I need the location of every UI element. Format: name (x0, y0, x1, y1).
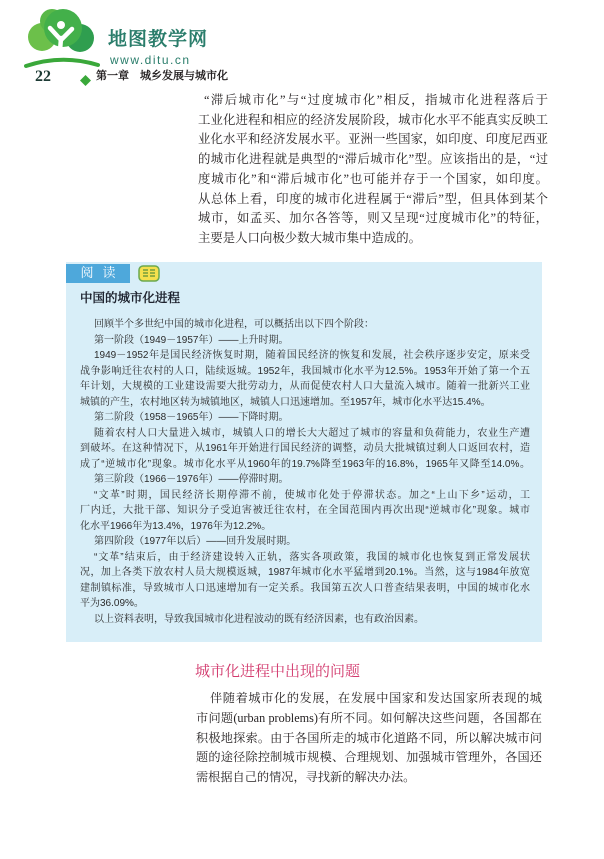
text-line: “文革”结束后，由于经济建设转入正轨，落实各项政策，我国的城市化也恢复到正常发展状 (94, 551, 530, 563)
site-name: 地图教学网 (108, 28, 209, 50)
text-line: 到破坏。在这种情况下，从1961年开始进行国民经济的调整，动员大批城镇过剩人口返回农村，造 (80, 443, 530, 454)
diamond-icon (80, 71, 91, 82)
text-line: 平为36.09%。 (80, 598, 144, 609)
reading-tag: 阅读 (66, 264, 130, 283)
text-line: 第二阶段（1958－1965年）——下降时期。 (94, 412, 289, 423)
reading-paragraph (80, 317, 530, 333)
text-line: 城市，如孟买、加尔各答等，则又呈现“过度城市化”的特征， (198, 211, 548, 226)
text-line: 伴随着城市化的发展，在发展中国家和发达国家所表现的城 (210, 691, 542, 705)
text-line: “文革”时期，国民经济长期停滞不前，使城市化处于停滞状态。加之“上山下乡”运动，工 (94, 489, 530, 501)
reading-paragraph (80, 333, 530, 349)
section-paragraph (196, 689, 542, 788)
reading-paragraph (80, 348, 530, 410)
text-line: 1949－1952年是国民经济恢复时期，随着国民经济的恢复和发展，社会秩序逐步安定，原来受 (94, 350, 530, 361)
text-line: 化水平1966年为13.4%，1976年为12.2%。 (80, 520, 272, 532)
chapter-title: 第一章 城乡发展与城市化 (96, 69, 228, 82)
text-line: 度城市化”和“滞后城市化”也可能并存于一个国家，如印度。 (198, 171, 548, 186)
reading-paragraph (80, 488, 530, 535)
text-line: 况，加上各类下放农村人员大规模返城，1987年城市化水平猛增到20.1%。当然，这与1984年放宽 (80, 567, 530, 578)
reading-paragraph (80, 410, 530, 426)
text-line: 主要是人口向极少数大城市集中造成的。 (198, 230, 422, 245)
reading-paragraph (80, 550, 530, 612)
text-line: 从总体上看，印度的城市化进程属于“滞后”型，但具体到某个 (198, 191, 548, 206)
reading-body (80, 317, 530, 627)
tree-logo-icon (22, 4, 100, 72)
text-line: 年计划，大规模的工业建设需要大批劳动力，从而促使农村人口大量流入城市。随着一批新兴工业 (80, 381, 530, 392)
reading-paragraph (80, 472, 530, 488)
text-line: 以上资料表明，导致我国城市化进程波动的既有经济因素，也有政治因素。 (94, 613, 424, 625)
reading-badge-icon (138, 265, 160, 282)
reading-paragraph (80, 534, 530, 550)
text-line: 建制镇标准，导致城市人口迅速增加有一定关系。我国第五次人口普查结果表明，中国的城市化水 (80, 582, 530, 594)
text-line: 第一阶段（1949－1957年）——上升时期。 (94, 334, 289, 346)
text-line: 第三阶段（1966－1976年）——停滞时期。 (94, 474, 289, 485)
reading-title: 中国的城市化进程 (80, 290, 181, 305)
text-line: 业化水平和经济发展水平。亚洲一些国家，如印度、印度尼西亚 (198, 132, 548, 147)
text-line: 第四阶段（1977年以后）——回升发展时期。 (94, 536, 297, 547)
text-line: 战争影响迁往农村的人口，陆续返城。1952年，我国城市化水平为12.5%。1953年开始了第一个五 (80, 365, 530, 377)
text-line: 市问题(urban problems)有所不同。如何解决这些问题，各国都在 (196, 710, 542, 725)
reading-paragraph (80, 612, 530, 628)
text-line: “滞后城市化”与“过度城市化”相反，指城市化进程落后于 (204, 93, 548, 107)
text-line: 积极地探索。由于各国所走的城市化道路不同，所以解决城市问 (196, 730, 542, 745)
section-heading: 城市化进程中出现的问题 (195, 662, 361, 680)
text-line: 回顾半个多世纪中国的城市化进程，可以概括出以下四个阶段： (94, 319, 374, 330)
text-line: 工业化进程和相应的经济发展阶段，城市化水平不能真实反映工 (198, 112, 548, 127)
text-line: 的城市化进程就是典型的“滞后城市化”型。应该指出的是，“过 (198, 152, 548, 167)
page-number: 22 (35, 68, 51, 85)
text-line: 成了“逆城市化”现象。城市化水平从1960年的19.7%降至1963年的16.8%，1965年又降至14.0%。 (80, 458, 530, 470)
text-line: 需根据自己的情况，寻找新的解决办法。 (196, 770, 416, 785)
reading-box (66, 262, 542, 642)
text-line: 城镇的产生，农村地区转为城镇地区，城镇人口迅速增加。至1957年，城市化水平达15.4%。 (80, 396, 491, 408)
site-url[interactable]: www.ditu.cn (110, 53, 191, 67)
text-line: 厂内迁，大批干部、知识分子受迫害被迁往农村，在全国范围内再次出现“逆城市化”现象。城市 (80, 505, 530, 516)
intro-paragraph (198, 91, 548, 249)
reading-paragraph (80, 426, 530, 473)
text-line: 题的途径除控制城市规模、合理规划、加强城市管理外，各国还 (196, 750, 542, 765)
text-line: 随着农村人口大量进入城市，城镇人口的增长大大超过了城市的容量和负荷能力，农业生产遭 (94, 427, 530, 439)
